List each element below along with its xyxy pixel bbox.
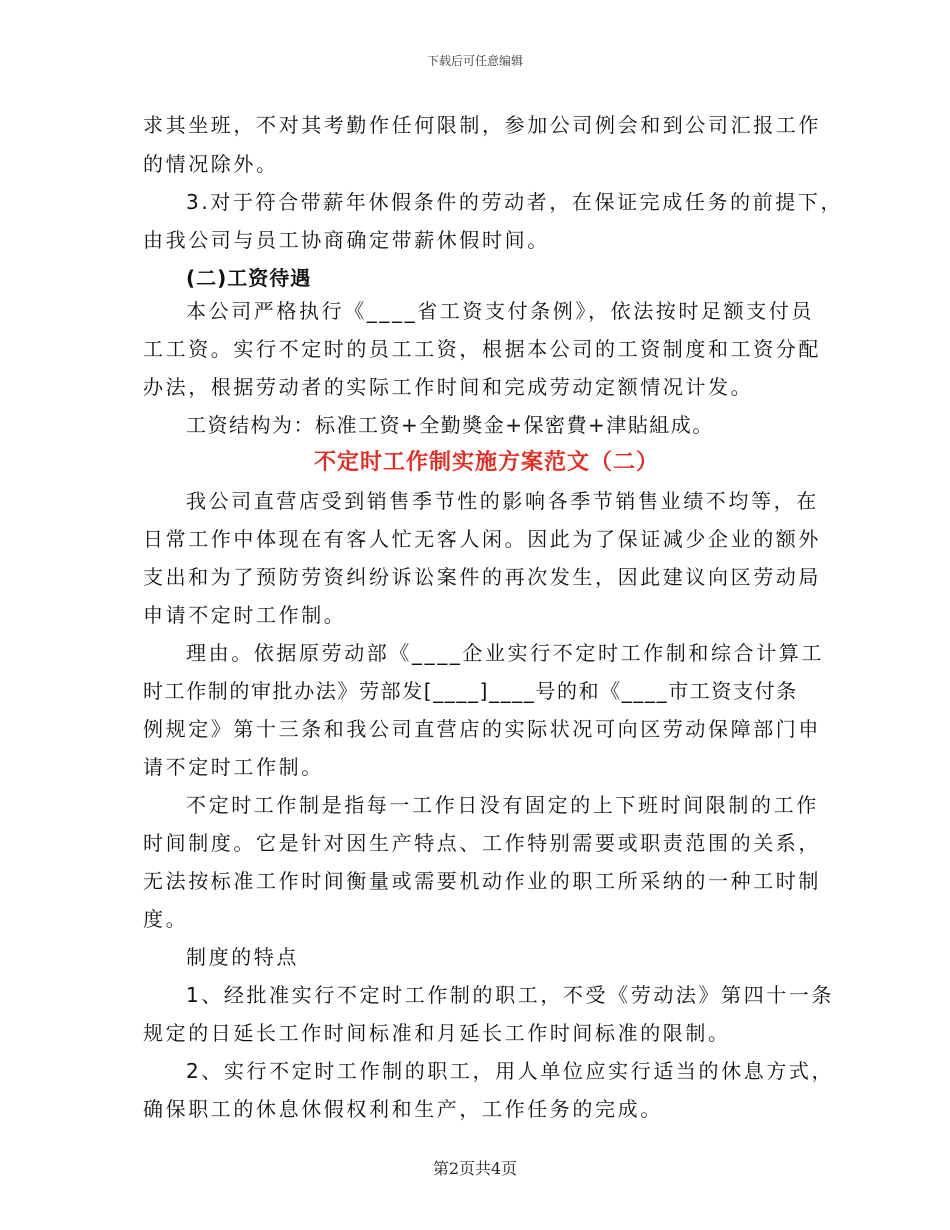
body-line: 的情况除外。 [143,152,279,176]
body-line: 由我公司与员工协商确定带薪休假时间。 [143,228,550,252]
body-line: 申请不定时工作制。 [143,603,347,627]
body-line: 支出和为了预防劳资纠纷诉讼案件的再次发生，因此建议向区劳动局 [143,565,821,589]
body-line: 日常工作中体现在有客人忙无客人闲。因此为了保证减少企业的额外 [143,527,821,551]
body-line: 度。 [143,907,189,931]
document-title: 不定时工作制实施方案范文（二） [314,450,660,475]
body-line: 不定时工作制是指每一工作日没有固定的上下班时间限制的工作 [186,793,819,817]
body-line: 请不定时工作制。 [143,755,324,779]
body-line: 例规定》第十三条和我公司直营店的实际状况可向区劳动保障部门申 [143,717,821,741]
body-line: 工资结构为：标准工资+全勤奬金+保密費+津貼組成。 [186,413,714,437]
page-header: 下载后可任意编辑 [426,54,523,68]
body-line: 时间制度。它是针对因生产特点、工作特别需要或职责范围的关系， [143,831,821,855]
body-line: 我公司直营店受到销售季节性的影响各季节销售业绩不均等，在 [186,489,819,513]
body-line: 无法按标准工作时间衡量或需要机动作业的职工所采纳的一种工时制 [143,869,821,893]
body-line: 本公司严格执行《____省工资支付条例》，依法按时足额支付员 [186,299,814,323]
body-line: 规定的日延长工作时间标准和月延长工作时间标准的限制。 [143,1021,731,1045]
body-line: 时工作制的审批办法》劳部发[____]____号的和《____市工资支付条 [143,679,798,703]
page-number: 第2页共4页 [432,1159,518,1178]
body-line: 1、经批准实行不定时工作制的职工，不受《劳动法》第四十一条 [186,983,835,1007]
body-line: 工工资。实行不定时的员工工资，根据本公司的工资制度和工资分配 [143,337,821,361]
body-line: 2、实行不定时工作制的职工，用人单位应实行适当的休息方式， [186,1059,835,1083]
body-line: 理由。依据原劳动部《____企业实行不定时工作制和综合计算工 [186,641,824,665]
subheading: 制度的特点 [186,945,299,969]
body-line: 3.对于符合带薪年休假条件的劳动者，在保证完成任务的前提下， [186,190,844,214]
body-line: 确保职工的休息休假权利和生产，工作任务的完成。 [143,1097,663,1121]
section-heading: (二)工资待遇 [186,266,312,290]
body-line: 求其坐班，不对其考勤作任何限制，参加公司例会和到公司汇报工作 [143,113,821,137]
body-line: 办法，根据劳动者的实际工作时间和完成劳动定额情况计发。 [143,375,754,399]
